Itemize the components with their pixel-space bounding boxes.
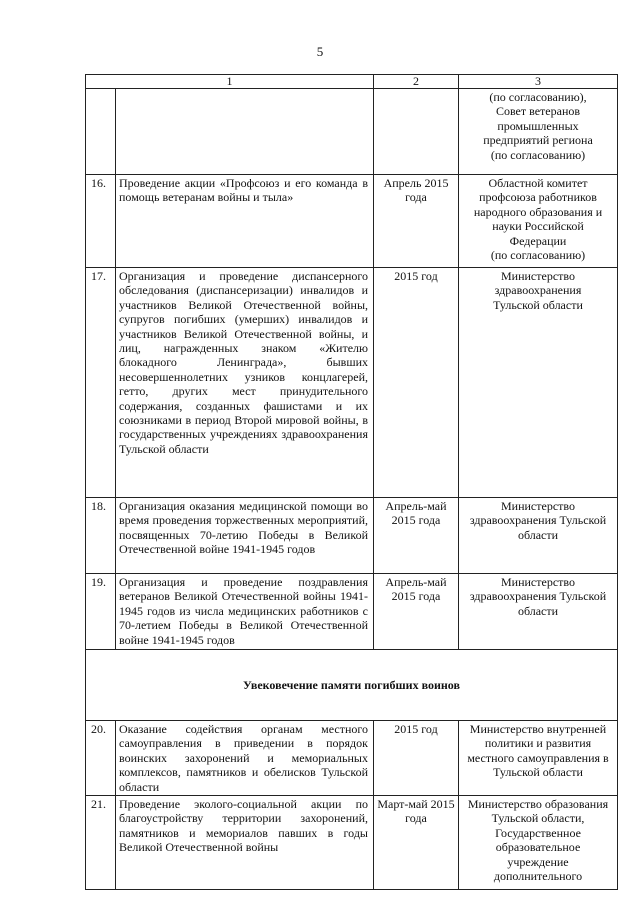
table-row-20 bbox=[86, 721, 618, 796]
cont-name-cell bbox=[116, 89, 374, 175]
responsible-line: образовательное bbox=[495, 840, 581, 855]
header-row bbox=[86, 75, 618, 89]
header-col-3: 3 bbox=[459, 75, 618, 89]
section-row bbox=[86, 650, 618, 721]
responsible-line: (по согласованию), bbox=[489, 90, 587, 104]
cont-date-cell bbox=[374, 89, 459, 175]
responsible-line: Государственное bbox=[495, 825, 581, 840]
responsible-line: народного образования и bbox=[473, 204, 603, 219]
event-date: Апрель-май 2015 года bbox=[374, 498, 459, 574]
responsible-line: здравоохранения Тульской bbox=[469, 513, 607, 528]
responsible-cell bbox=[459, 498, 618, 574]
responsible-line: Министерство образования bbox=[467, 797, 609, 812]
responsible-cell bbox=[459, 175, 618, 268]
responsible-line: (по согласованию) bbox=[490, 147, 586, 162]
responsible-line: Федерации bbox=[509, 233, 567, 248]
responsible-line: промышленных bbox=[497, 118, 579, 133]
event-date: Апрель 2015 года bbox=[374, 175, 459, 268]
event-name: Организация оказания медицинской помощи во время проведения торжественных мероприятий, посвященных 70-летию Победы в Великой Отечественной войне 1941-1945 годов bbox=[116, 498, 374, 574]
event-name: Проведение акции «Профсоюз и его команда в помощь ветеранам войны и тыла» bbox=[116, 175, 374, 268]
responsible-line: Министерство внутренней bbox=[469, 722, 607, 736]
row-number: 20. bbox=[86, 721, 116, 796]
table-row-21 bbox=[86, 796, 618, 890]
responsible-cell bbox=[459, 574, 618, 650]
responsible-line: области bbox=[517, 603, 559, 618]
event-date: 2015 год bbox=[374, 268, 459, 498]
event-date: Март-май 2015 года bbox=[374, 796, 459, 890]
event-date: 2015 год bbox=[374, 721, 459, 796]
responsible-cell bbox=[459, 721, 618, 796]
responsible-line: Тульской области bbox=[493, 765, 583, 780]
responsible-line: Министерство bbox=[501, 269, 575, 283]
responsible-line: науки Российской bbox=[492, 219, 584, 234]
responsible-line: предприятий региона bbox=[483, 133, 593, 148]
responsible-line: (по согласованию) bbox=[490, 248, 586, 263]
responsible-line: здравоохранения Тульской bbox=[469, 589, 607, 604]
row-number: 19. bbox=[86, 574, 116, 650]
plan-table bbox=[85, 74, 618, 890]
table-row-19 bbox=[86, 574, 618, 650]
row-number: 17. bbox=[86, 268, 116, 498]
responsible-line: учреждение bbox=[507, 854, 569, 869]
cont-responsible-cell bbox=[459, 89, 618, 175]
row-number: 16. bbox=[86, 175, 116, 268]
responsible-line: Областной комитет bbox=[488, 176, 588, 190]
responsible-cell bbox=[459, 268, 618, 498]
responsible-line: области bbox=[517, 527, 559, 542]
table-row-18 bbox=[86, 498, 618, 574]
responsible-line: Тульской области, bbox=[491, 811, 585, 826]
responsible-cell bbox=[459, 796, 618, 890]
row-number: 21. bbox=[86, 796, 116, 890]
table-row-16 bbox=[86, 175, 618, 268]
responsible-line: Совет ветеранов bbox=[495, 104, 581, 119]
responsible-line: дополнительного bbox=[493, 869, 583, 884]
responsible-line: профсоюза работников bbox=[479, 190, 597, 205]
header-col-2: 2 bbox=[374, 75, 459, 89]
responsible-line: Тульской области bbox=[493, 297, 583, 312]
event-date: Апрель-май 2015 года bbox=[374, 574, 459, 650]
page-number: 5 bbox=[316, 44, 324, 59]
responsible-line: Министерство bbox=[501, 499, 575, 513]
responsible-line: Министерство bbox=[501, 575, 575, 589]
continuation-row bbox=[86, 89, 618, 175]
event-name: Организация и проведение поздравления ветеранов Великой Отечественной войны 1941-1945 годов из числа медицинских работников с 70-летием Победы в Великой Отечественной войне 1941-1945 годов bbox=[116, 574, 374, 650]
table-row-17 bbox=[86, 268, 618, 498]
event-name: Проведение эколого-социальной акции по благоустройству территории захоронений, памятников и мемориалов павших в годы Великой Отечественной войны bbox=[116, 796, 374, 890]
event-name: Оказание содействия органам местного самоуправления в приведении в порядок воинских захоронений и мемориальных комплексов, памятников и обелисков Тульской области bbox=[116, 721, 374, 796]
row-number: 18. bbox=[86, 498, 116, 574]
responsible-line: политики и развития bbox=[484, 736, 592, 751]
responsible-line: местного самоуправления в bbox=[467, 750, 609, 765]
section-title: Увековечение памяти погибших воинов bbox=[86, 650, 618, 721]
event-name: Организация и проведение диспансерного обследования (диспансеризации) инвалидов и участников Великой Отечественной войны, супругов погибших (умерших) инвалидов и участников Великой Отечественной войны, и лиц, награжденных знаком «Жителю блокадного Ленинграда», бывших несовершеннолетних узников концлагерей, гетто, других мест принудительного содержания, созданных фашистами и их союзниками в период Второй мировой войны, в государственных учреждениях здравоохранения Тульской области bbox=[116, 268, 374, 498]
cont-num-cell bbox=[86, 89, 116, 175]
responsible-line: здравоохранения bbox=[494, 283, 582, 298]
header-col-1: 1 bbox=[86, 75, 374, 89]
